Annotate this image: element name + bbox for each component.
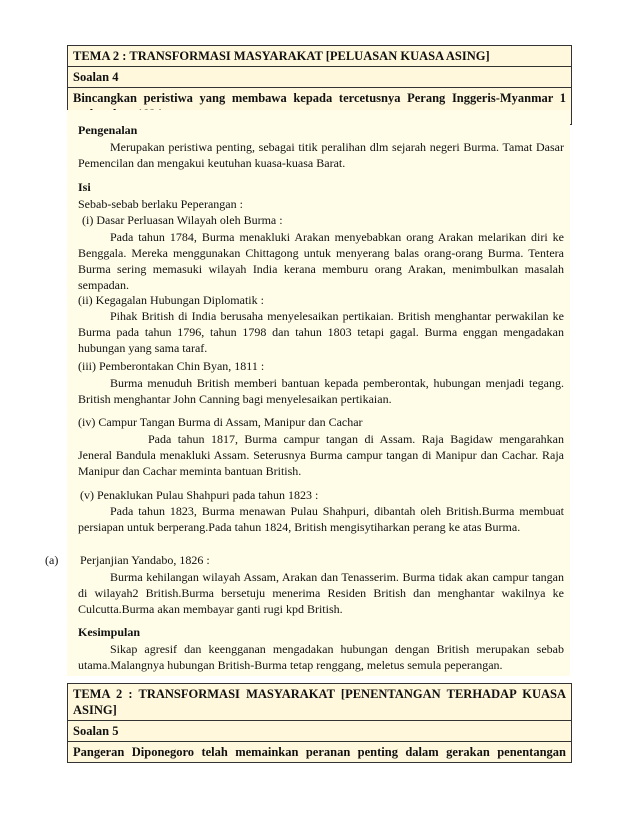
point-3-title: (iii) Pemberontakan Chin Byan, 1811 :	[78, 359, 265, 373]
table1-soalan: Soalan 4	[68, 67, 571, 88]
point-4-body: Pada tahun 1817, Burma campur tangan di Assam. Raja Bagidaw mengarahkan Jeneral Bandula menakluki Assam. Seterusnya Burma campur tangan di Manipur dan Cachar. Raja Manipur dan Cachar meminta bantuan British.	[78, 432, 564, 478]
table2-question-line1: Pangeran Diponegoro telah memainkan peranan penting dalam gerakan penentangan	[73, 745, 566, 759]
table1-title: TEMA 2 : TRANSFORMASI MASYARAKAT [PELUASAN KUASA ASING]	[68, 46, 571, 67]
question-table-2	[67, 683, 572, 763]
isi-heading: Isi	[78, 180, 91, 194]
table2-question	[68, 742, 571, 762]
point-4-title: (iv) Campur Tangan Burma di Assam, Manipur dan Cachar	[78, 415, 363, 429]
pengenalan-heading: Pengenalan	[78, 123, 138, 137]
table2-title-line2: ASING]	[73, 703, 117, 717]
point-2-title: (ii) Kegagalan Hubungan Diplomatik :	[78, 293, 264, 307]
kesimpulan-heading: Kesimpulan	[78, 625, 141, 639]
table2-title	[68, 684, 571, 721]
table2-title-line1: TEMA 2 : TRANSFORMASI MASYARAKAT [PENENTANGAN TERHADAP KUASA	[73, 687, 566, 701]
table2-soalan: Soalan 5	[68, 721, 571, 742]
extra-title: Perjanjian Yandabo, 1826 :	[80, 553, 210, 567]
extra-label: (a)	[45, 553, 59, 567]
point-3-body: Burma menuduh British memberi bantuan kepada pemberontak, hubungan menjadi tegang. British menghantar John Canning bagi menyelesaikan pertikaian.	[78, 376, 564, 406]
point-5-title: (v) Penaklukan Pulau Shahpuri pada tahun 1823 :	[80, 488, 319, 502]
point-2-body: Pihak British di India berusaha menyelesaikan pertikaian. British menghantar perwakilan ke Burma pada tahun 1796, tahun 1798 dan tahun 1803 tetapi gagal. Burma enggan mengadakan hubungan yang sama taraf.	[78, 309, 564, 355]
point-1-body: Pada tahun 1784, Burma menakluki Arakan menyebabkan orang Arakan melarikan diri ke Benggala. Mereka menggunakan Chittagong untuk menyerang balas orang-orang Burma. Tentera Burma sering memasuki wilayah India kerana memburu orang Arakan, menimbulkan masalah sempadan.	[78, 230, 564, 292]
point-1-title: (i) Dasar Perluasan Wilayah oleh Burma :	[82, 213, 283, 227]
isi-intro: Sebab-sebab berlaku Peperangan :	[78, 197, 243, 211]
pengenalan-body: Merupakan peristiwa penting, sebagai titik peralihan dlm sejarah negeri Burma. Tamat Dasar Pemencilan dan mengakui keutuhan kuasa-kuasa Barat.	[78, 140, 564, 170]
kesimpulan-body: Sikap agresif dan keengganan mengadakan hubungan dengan British merupakan sebab utama.Malangnya hubungan British-Burma tetap renggang, meletus semula peperangan.	[78, 642, 564, 672]
table1-question-line1: Bincangkan peristiwa yang membawa kepada tercetusnya Perang Inggeris-Myanmar 1	[73, 91, 566, 105]
extra-body: Burma kehilangan wilayah Assam, Arakan dan Tenasserim. Burma tidak akan campur tangan di wilayah2 British.Burma bersetuju menerima Residen British dan menghantar wakilnya ke Culcutta.Burma akan membayar ganti rugi kpd British.	[78, 570, 564, 616]
point-5-body: Pada tahun 1823, Burma menawan Pulau Shahpuri, dibantah oleh British.Burma membuat persiapan untuk berperang.Pada tahun 1824, British mengisytiharkan perang ke atas Burma.	[78, 504, 564, 534]
